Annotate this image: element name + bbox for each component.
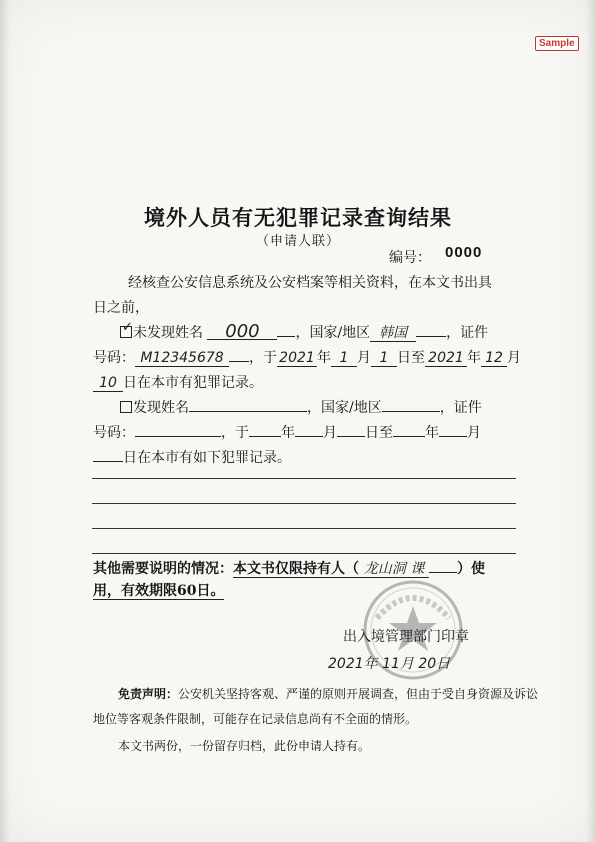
section1-line-1 [120,322,488,342]
check-mark-icon: ✓ [122,320,133,335]
copies-note: 本文书两份，一份留存归档，此份申请人持有。 [118,739,371,753]
checkbox-not-found [120,320,133,338]
section1-line-2 [93,347,521,367]
found-from-month-blank [295,436,323,437]
found-from-year-blank [249,436,281,437]
notes-text-before: 本文书仅限持有人（ [233,561,359,577]
record-line-3 [92,528,516,529]
found-from-label: ，于 [221,425,249,441]
notes-line-2 [93,583,224,600]
found-country-blank [382,411,440,412]
notes-text-after: ）使 [457,561,485,577]
to-day-value: 10 [93,376,123,392]
found-country-label: ，国家/地区 [307,400,382,416]
found-to-year-blank [393,436,425,437]
found-id-blank [135,436,221,437]
applicant-name-value: 000 [207,324,277,340]
issuer-stamp-label: 出入境管理部门印章 [343,629,469,645]
id-label-suffix: ，证件 [446,325,489,341]
document-title: 境外人员有无犯罪记录查询结果 [144,205,452,230]
name-blank-tail [277,336,295,337]
to-month-value: 12 [481,351,507,367]
section2-line-2 [93,422,481,442]
section1-end-text: 日在本市有犯罪记录。 [123,375,263,391]
month-label-1: 月 [357,350,371,366]
issue-date: 2021年 11月 20日 [328,656,451,672]
page-edge-shadow-right [586,0,596,842]
found-name-blank [189,411,307,412]
serial-number-label: 编号： [389,250,431,266]
id-blank-tail [229,361,249,362]
country-blank-tail [416,336,446,337]
disclaimer-line-2: 地位等客观条件限制，可能存在记录信息尚有不全面的情形。 [93,712,418,726]
serial-number-value: 0000 [445,244,483,261]
month-label-2: 月 [507,350,521,366]
id-number-label: 号码： [93,350,135,366]
document-subtitle: （申请人联） [255,234,340,249]
id-number-value: M12345678 [135,351,229,367]
from-label: ，于 [249,350,277,366]
from-day-value: 1 [371,351,397,367]
page-edge-shadow-left [0,0,10,842]
holder-blank-tail [429,572,457,573]
country-label: ，国家/地区 [295,325,371,341]
notes-line-2-text: 用，有效期限60日。 [93,583,225,599]
section2-line-1 [120,397,482,417]
found-from-day-blank [337,436,365,437]
disclaimer-text-1: 公安机关坚持客观、严谨的原则开展调查，但由于受自身资源及诉讼 [178,687,539,701]
found-year-label-1: 年 [281,425,295,441]
found-id-label: 号码： [93,425,135,441]
found-to-day-blank [93,461,123,462]
intro-line-2: 日之前， [93,300,149,316]
from-year-value: 2021 [277,351,317,367]
found-to-month-blank [439,436,467,437]
sample-badge: Sample [535,36,579,51]
notes-line-1 [93,558,485,578]
to-year-value: 2021 [425,351,467,367]
holder-name-value: 龙山洞 课 [359,562,429,578]
year-label-2: 年 [467,350,481,366]
found-name-label: 发现姓名 [133,400,189,416]
disclaimer-line-1 [118,685,538,702]
notes-label: 其他需要说明的情况： [93,561,233,577]
found-day-to-label: 日至 [365,425,393,441]
record-line-4 [92,553,516,554]
country-value: 韩国 [370,326,416,342]
found-month-label-2: 月 [467,425,481,441]
found-year-label-2: 年 [425,425,439,441]
found-month-label-1: 月 [323,425,337,441]
record-line-2 [92,503,516,504]
section2-line-3 [93,447,291,467]
record-line-1 [92,478,516,479]
section2-end-text: 日在本市有如下犯罪记录。 [123,450,291,466]
disclaimer-label: 免责声明： [118,687,179,701]
intro-line-1: 经核查公安信息系统及公安档案等相关资料，在本文书出具 [128,275,492,291]
found-id-label-suffix: ，证件 [439,400,482,416]
not-found-name-label: 未发现姓名 [133,325,203,341]
year-label-1: 年 [317,350,331,366]
day-to-label: 日至 [397,350,425,366]
checkbox-found [120,401,132,413]
from-month-value: 1 [331,351,357,367]
section1-line-3 [93,372,263,392]
